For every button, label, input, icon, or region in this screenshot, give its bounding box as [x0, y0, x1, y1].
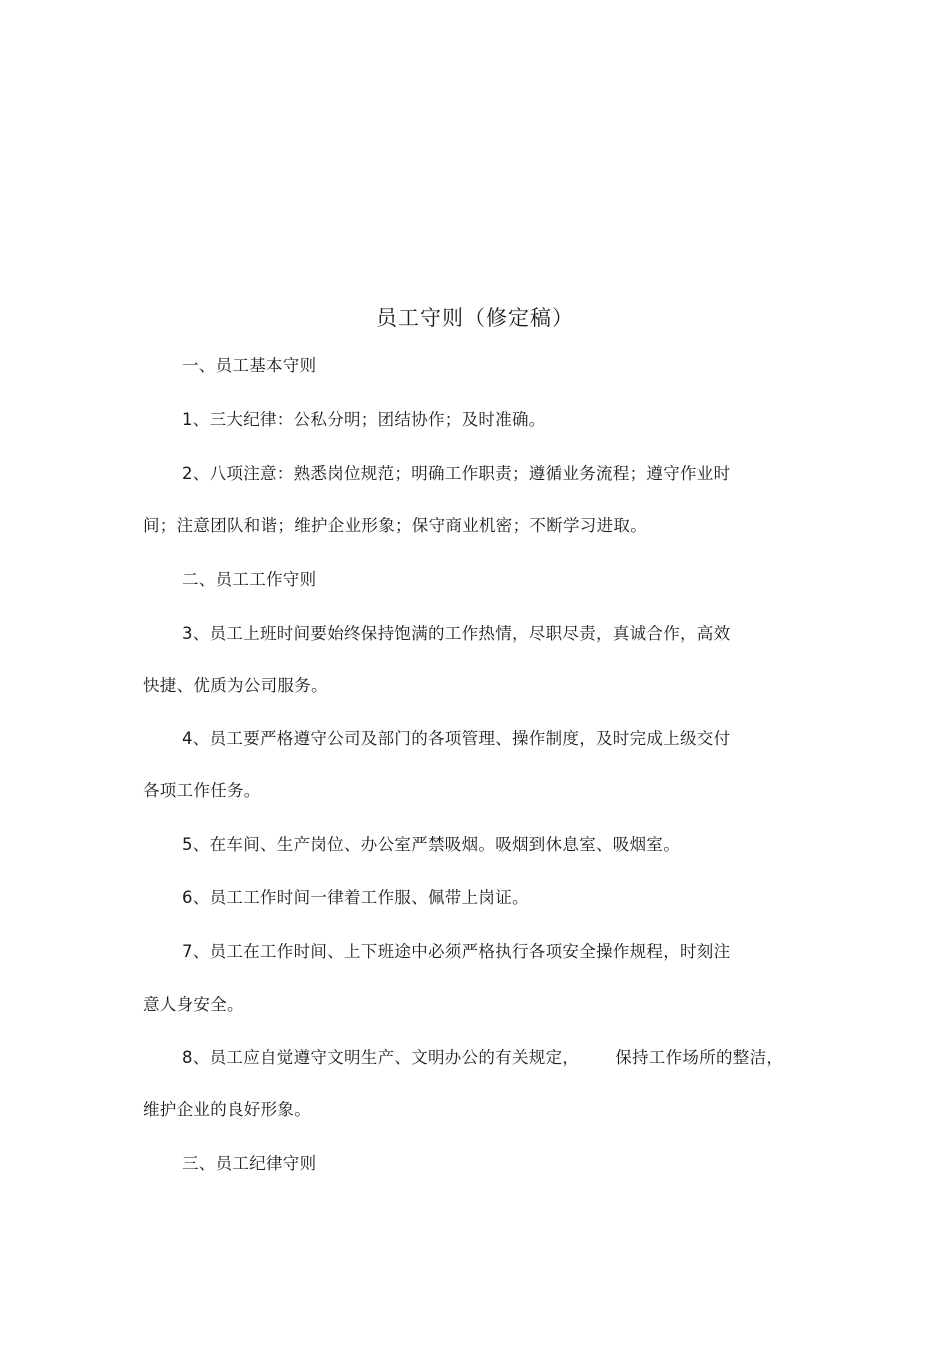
rule-item-8-line-1-part-b: 保持工作场所的整洁， — [615, 1048, 784, 1067]
section-heading-work-rules: 二、员工工作守则 — [182, 570, 317, 589]
rule-item-7-line-1: 7、员工在工作时间、上下班途中必须严格执行各项安全操作规程，时刻注 — [182, 942, 731, 961]
rule-item-4-line-1: 4、员工要严格遵守公司及部门的各项管理、操作制度，及时完成上级交付 — [182, 729, 731, 748]
rule-item-8-line-2: 维护企业的良好形象。 — [143, 1100, 311, 1119]
rule-item-4-line-2: 各项工作任务。 — [143, 781, 261, 800]
rule-item-5: 5、在车间、生产岗位、办公室严禁吸烟。吸烟到休息室、吸烟室。 — [182, 835, 680, 854]
rule-item-2-line-2: 间；注意团队和谐；维护企业形象；保守商业机密；不断学习进取。 — [143, 516, 647, 535]
document-title: 员工守则（修定稿） — [376, 306, 574, 330]
rule-item-2-line-1: 2、八项注意：熟悉岗位规范；明确工作职责；遵循业务流程；遵守作业时 — [182, 464, 731, 483]
rule-item-3-line-2: 快捷、优质为公司服务。 — [143, 676, 328, 695]
rule-item-8-line-1-part-a: 8、员工应自觉遵守文明生产、文明办公的有关规定， — [182, 1048, 580, 1067]
section-heading-discipline-rules: 三、员工纪律守则 — [182, 1154, 317, 1173]
rule-item-7-line-2: 意人身安全。 — [143, 995, 244, 1014]
rule-item-8-line-1 — [182, 1046, 783, 1070]
section-heading-basic-rules: 一、员工基本守则 — [182, 356, 317, 375]
rule-item-1: 1、三大纪律：公私分明；团结协作；及时准确。 — [182, 410, 546, 429]
rule-item-3-line-1: 3、员工上班时间要始终保持饱满的工作热情，尽职尽责，真诚合作，高效 — [182, 624, 731, 643]
rule-item-6: 6、员工工作时间一律着工作服、佩带上岗证。 — [182, 888, 529, 907]
